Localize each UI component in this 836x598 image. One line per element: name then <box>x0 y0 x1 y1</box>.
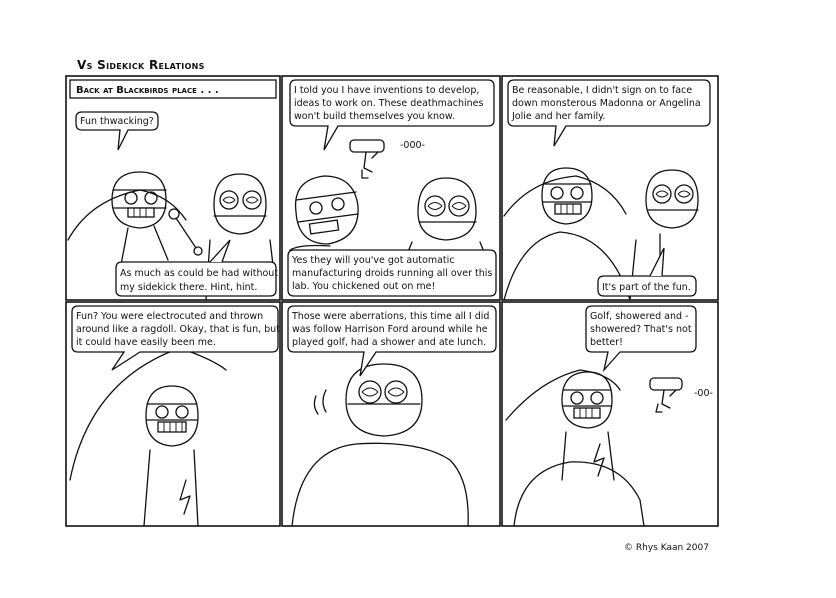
bubble-line: showered? That's not <box>590 324 692 335</box>
sfx-text: -000- <box>400 140 425 151</box>
panel-4 <box>66 302 280 526</box>
bubble-line: I told you I have inventions to develop, <box>294 85 480 96</box>
bubble-line: Golf, showered and - <box>590 311 689 322</box>
caption-box <box>70 80 276 98</box>
panel-6 <box>502 302 718 526</box>
panel-2 <box>282 76 500 300</box>
bubble-line: manufacturing droids running all over this <box>292 268 493 279</box>
bubble-line: it could have easily been me. <box>76 337 216 348</box>
bubble-line: won't build themselves you know. <box>294 111 455 122</box>
bubble-line: lab. You chickened out on me! <box>292 281 436 292</box>
bubble-line: Jolie and her family. <box>512 111 606 122</box>
speech-bubble <box>288 250 496 296</box>
bubble-line: Fun? You were electrocuted and thrown <box>76 311 264 322</box>
bubble-line: my sidekick there. Hint, hint. <box>120 282 258 293</box>
bubble-line: Yes they will you've got automatic <box>292 255 455 266</box>
bubble-line: ideas to work on. These deathmachines <box>294 98 484 109</box>
bubble-line: Be reasonable, I didn't sign on to face <box>512 85 693 96</box>
caption-text: Back at Blackbirds place . . . <box>76 85 219 96</box>
bubble-line: Those were aberrations, this time all I did <box>292 311 490 322</box>
panel-3 <box>502 76 718 300</box>
bubble-line: It's part of the fun. <box>602 282 691 293</box>
bubble-line: As much as could be had without <box>120 268 279 279</box>
bubble-line: around like a ragdoll. Okay, that is fun, but <box>76 324 280 335</box>
bubble-line: Fun thwacking? <box>80 116 154 127</box>
panel-1 <box>66 76 280 300</box>
bubble-line: better! <box>590 337 623 348</box>
copyright-notice: © Rhys Kaan 2007 <box>624 543 709 553</box>
panel-5 <box>282 302 500 526</box>
bubble-line: played golf, had a shower and ate lunch. <box>292 337 487 348</box>
bubble-line: was follow Harrison Ford around while he <box>292 324 488 335</box>
bubble-line: down monsterous Madonna or Angelina <box>512 98 701 109</box>
strip-title: Vs Sidekick Relations <box>77 58 205 72</box>
sfx-text: -00- <box>694 388 713 399</box>
